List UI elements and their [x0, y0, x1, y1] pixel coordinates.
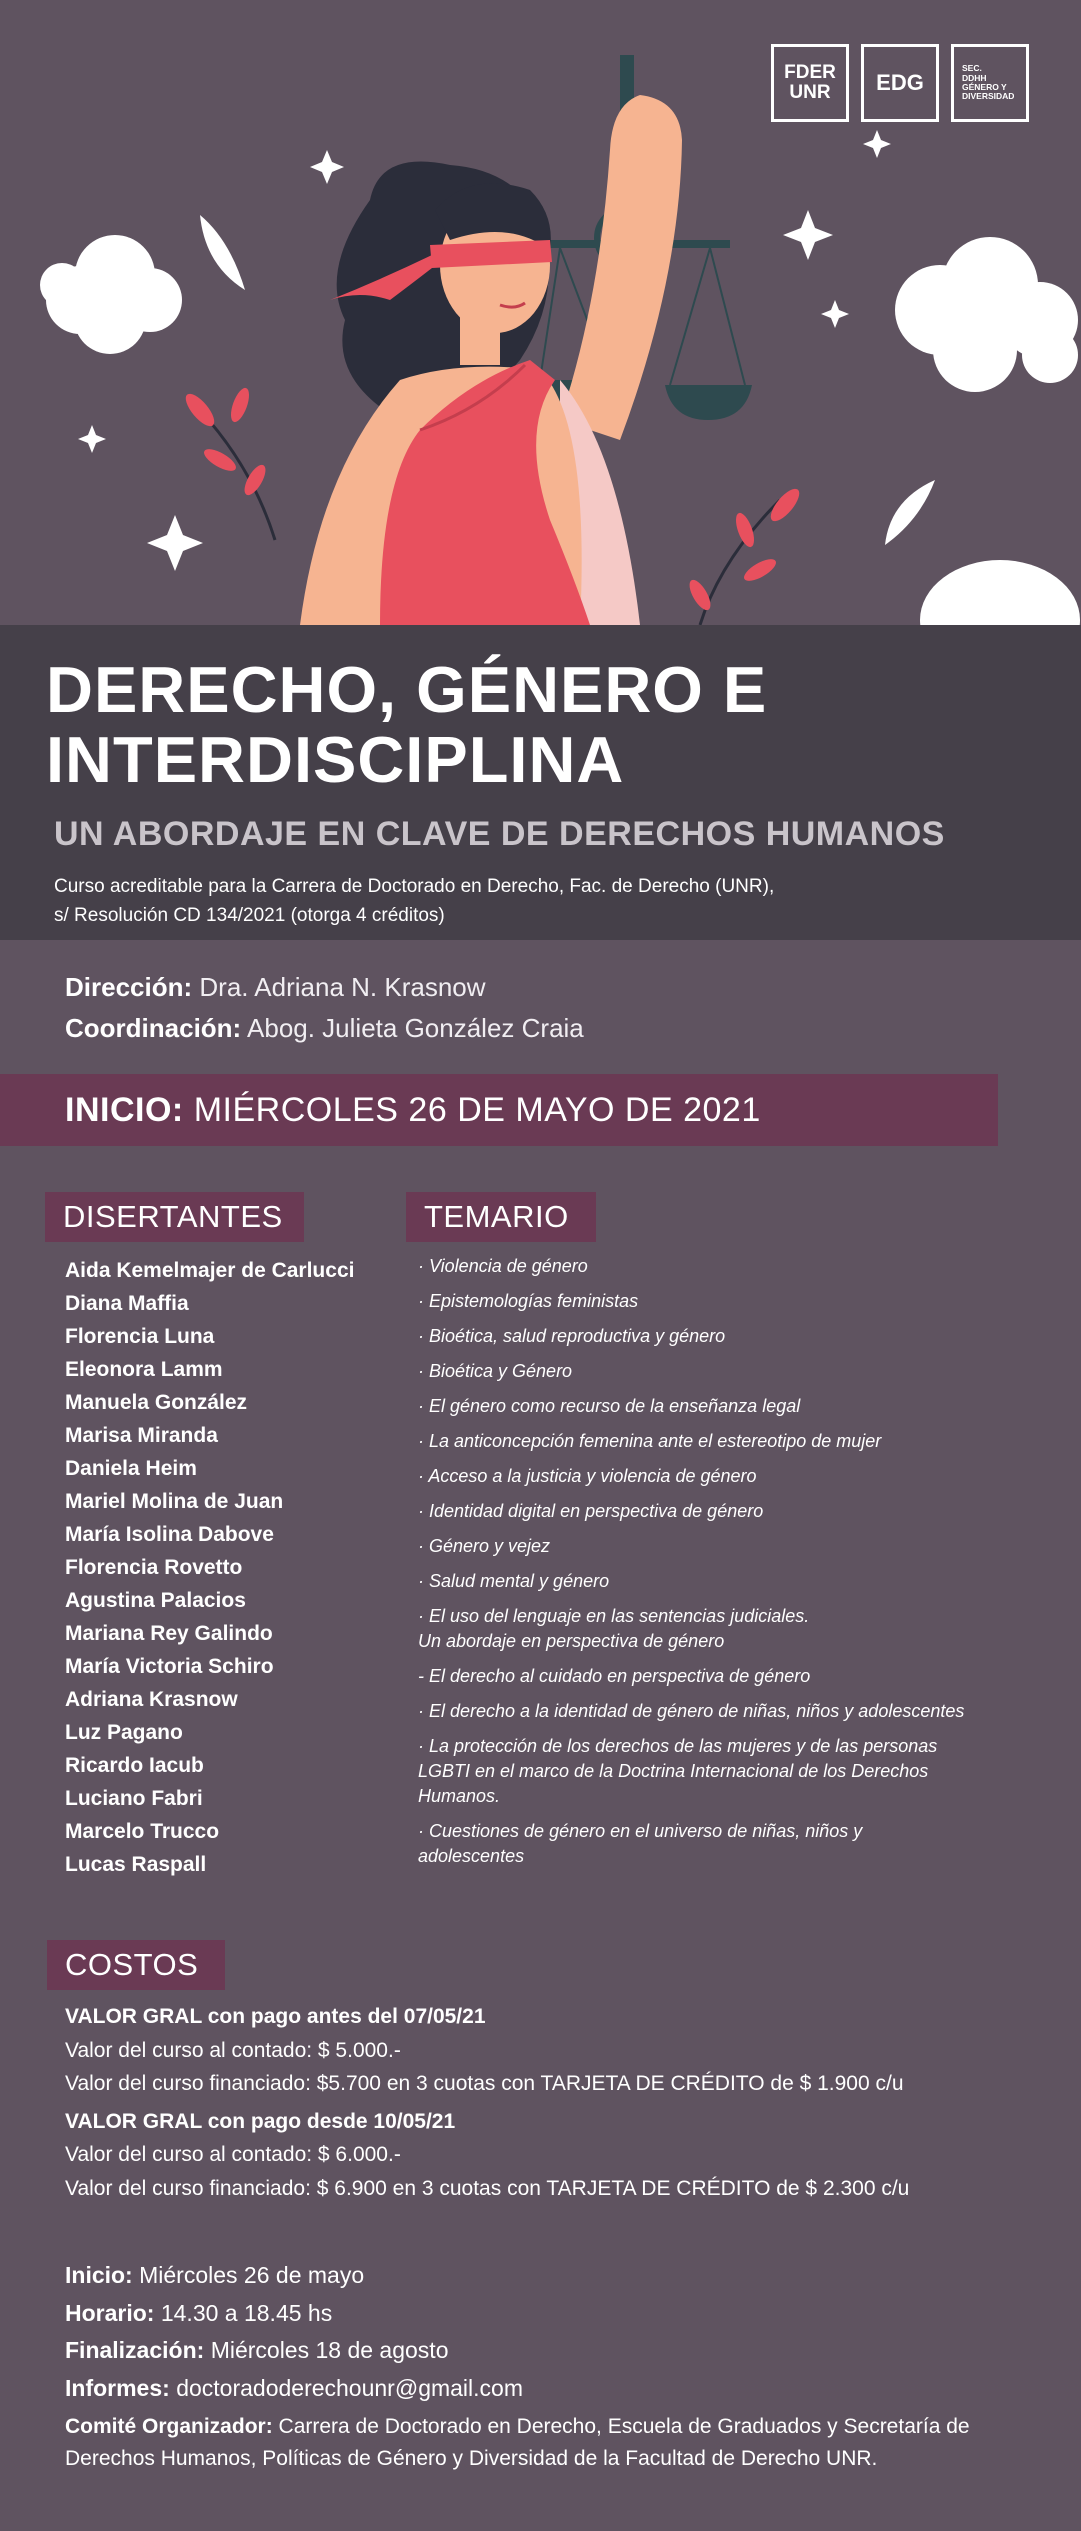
- topics-heading: TEMARIO: [406, 1192, 596, 1242]
- topic-item: [418, 1734, 1018, 1809]
- costs-block: [65, 2000, 1045, 2205]
- topics-list: [418, 1254, 1018, 1879]
- topic-item: · Bioética, salud reproductiva y género: [418, 1326, 726, 1346]
- institution-logos: [771, 44, 1029, 122]
- topic-line: · Cuestiones de género en el universo de niñas, niños y: [418, 1821, 863, 1841]
- speaker-item: Adriana Krasnow: [65, 1688, 238, 1711]
- footer-label: Finalización:: [65, 2337, 205, 2363]
- course-subtitle: UN ABORDAJE EN CLAVE DE DERECHOS HUMANOS: [54, 815, 945, 853]
- speaker-item: Agustina Palacios: [65, 1589, 246, 1612]
- logo-text: FDER: [784, 62, 836, 84]
- course-title: [46, 655, 1081, 795]
- start-date-banner: [0, 1074, 998, 1146]
- topic-item: [418, 1604, 1018, 1654]
- logo-text: DIVERSIDAD: [962, 91, 1015, 102]
- topic-item: · Identidad digital en perspectiva de género: [418, 1501, 764, 1521]
- direction-line: [65, 967, 584, 1008]
- footer-label: Comité Organizador:: [65, 2415, 273, 2438]
- start-label: INICIO:: [65, 1090, 184, 1129]
- topic-item: · Bioética y Género: [418, 1361, 573, 1381]
- topic-item: · Acceso a la justicia y violencia de género: [418, 1466, 757, 1486]
- speaker-item: María Isolina Dabove: [65, 1523, 274, 1546]
- footer-start-line: [65, 2257, 1025, 2295]
- topic-item: · El género como recurso de la enseñanza legal: [418, 1396, 801, 1416]
- accreditation-line: s/ Resolución CD 134/2021 (otorga 4 créditos): [54, 905, 445, 926]
- speaker-item: Luz Pagano: [65, 1721, 183, 1744]
- topic-line: LGBTI en el marco de la Doctrina Internacional de los Derechos: [418, 1761, 929, 1781]
- topic-line: Humanos.: [418, 1786, 501, 1806]
- topic-item: - El derecho al cuidado en perspectiva de género: [418, 1666, 811, 1686]
- topic-line: adolescentes: [418, 1846, 525, 1866]
- footer-label: Horario:: [65, 2299, 155, 2326]
- speaker-item: Marcelo Trucco: [65, 1820, 220, 1843]
- cost-line: Valor del curso financiado: $ 6.900 en 3 cuotas con TARJETA DE CRÉDITO de $ 2.300 c/u: [65, 2176, 910, 2200]
- coordination-line: [65, 1008, 584, 1049]
- footer-info: [65, 2257, 1025, 2475]
- speaker-item: Florencia Rovetto: [65, 1556, 243, 1579]
- footer-value: Miércoles 18 de agosto: [210, 2337, 449, 2363]
- cost-line: Valor del curso financiado: $5.700 en 3 cuotas con TARJETA DE CRÉDITO de $ 1.900 c/u: [65, 2072, 904, 2095]
- cost-line: Valor del curso al contado: $ 6.000.-: [65, 2143, 401, 2166]
- footer-label: Informes:: [65, 2374, 170, 2401]
- accreditation-line: Curso acreditable para la Carrera de Doctorado en Derecho, Fac. de Derecho (UNR),: [54, 876, 775, 897]
- edg-logo: [861, 44, 939, 122]
- start-value: MIÉRCOLES 26 DE MAYO DE 2021: [193, 1090, 761, 1129]
- direction-block: [65, 967, 584, 1049]
- sec-ddhh-logo: [951, 44, 1029, 122]
- contact-email: doctoradoderechounr@gmail.com: [176, 2374, 523, 2401]
- direction-value: Dra. Adriana N. Krasnow: [199, 972, 486, 1002]
- speaker-item: Manuela González: [65, 1391, 248, 1414]
- speaker-item: Diana Maffia: [65, 1292, 189, 1315]
- logo-text: EDG: [876, 70, 924, 96]
- footer-value: Miércoles 26 de mayo: [139, 2262, 365, 2288]
- coordination-value: Abog. Julieta González Craia: [247, 1013, 584, 1043]
- accreditation-note: [54, 872, 1081, 930]
- speaker-item: Lucas Raspall: [65, 1853, 207, 1876]
- cost-block-title: VALOR GRAL con pago antes del 07/05/21: [65, 2005, 486, 2028]
- topic-item: · La anticoncepción femenina ante el estereotipo de mujer: [418, 1431, 882, 1451]
- title-line: DERECHO, GÉNERO E: [46, 653, 768, 726]
- topic-item: · Salud mental y género: [418, 1571, 610, 1591]
- coordination-label: Coordinación:: [65, 1013, 242, 1043]
- speaker-item: Florencia Luna: [65, 1325, 215, 1348]
- footer-end-line: [65, 2332, 1025, 2370]
- speaker-item: Mariel Molina de Juan: [65, 1490, 284, 1513]
- hero-illustration: [0, 0, 1081, 625]
- logo-text: DDHH: [962, 72, 987, 83]
- topic-item: · Epistemologías feministas: [418, 1291, 639, 1311]
- speaker-item: Eleonora Lamm: [65, 1358, 223, 1381]
- direction-label: Dirección:: [65, 972, 193, 1002]
- speaker-item: Luciano Fabri: [65, 1787, 203, 1810]
- speaker-item: Mariana Rey Galindo: [65, 1622, 273, 1645]
- title-band: [0, 625, 1081, 940]
- speaker-item: Aida Kemelmajer de Carlucci: [65, 1259, 355, 1282]
- organizing-committee: [65, 2411, 1025, 2475]
- logo-text: UNR: [789, 82, 831, 103]
- speaker-item: María Victoria Schiro: [65, 1655, 274, 1678]
- costs-heading: COSTOS: [47, 1940, 225, 1990]
- speaker-item: Marisa Miranda: [65, 1424, 218, 1447]
- speakers-list: [65, 1254, 354, 1881]
- footer-label: Inicio:: [65, 2262, 133, 2288]
- speaker-item: Ricardo Iacub: [65, 1754, 204, 1777]
- speakers-heading: DISERTANTES: [45, 1192, 304, 1242]
- logo-text: SEC.: [962, 63, 982, 74]
- title-line: INTERDISCIPLINA: [46, 723, 625, 796]
- footer-info-line: [65, 2370, 1025, 2408]
- topic-item: · El derecho a la identidad de género de niñas, niños y adolescentes: [418, 1701, 965, 1721]
- footer-value: Carrera de Doctorado en Derecho, Escuela de Graduados y Secretaría de Derechos Humanos, Políticas de Género y Diversidad de la Facultad de Derecho UNR.: [65, 2415, 970, 2470]
- cost-line: Valor del curso al contado: $ 5.000.-: [65, 2038, 401, 2062]
- topic-item: [418, 1819, 1018, 1869]
- topic-item: · Género y vejez: [418, 1536, 551, 1556]
- logo-text: GÉNERO Y: [962, 82, 1007, 92]
- footer-schedule-line: [65, 2295, 1025, 2333]
- topic-line: Un abordaje en perspectiva de género: [418, 1631, 725, 1651]
- topic-line: · La protección de los derechos de las mujeres y de las personas: [418, 1736, 938, 1756]
- speaker-item: Daniela Heim: [65, 1457, 197, 1480]
- topic-line: · El uso del lenguaje en las sentencias judiciales.: [418, 1606, 810, 1626]
- footer-value: 14.30 a 18.45 hs: [160, 2299, 333, 2326]
- cost-block-title: VALOR GRAL con pago desde 10/05/21: [65, 2109, 456, 2133]
- fder-unr-logo: [771, 44, 849, 122]
- topic-item: · Violencia de género: [418, 1256, 588, 1276]
